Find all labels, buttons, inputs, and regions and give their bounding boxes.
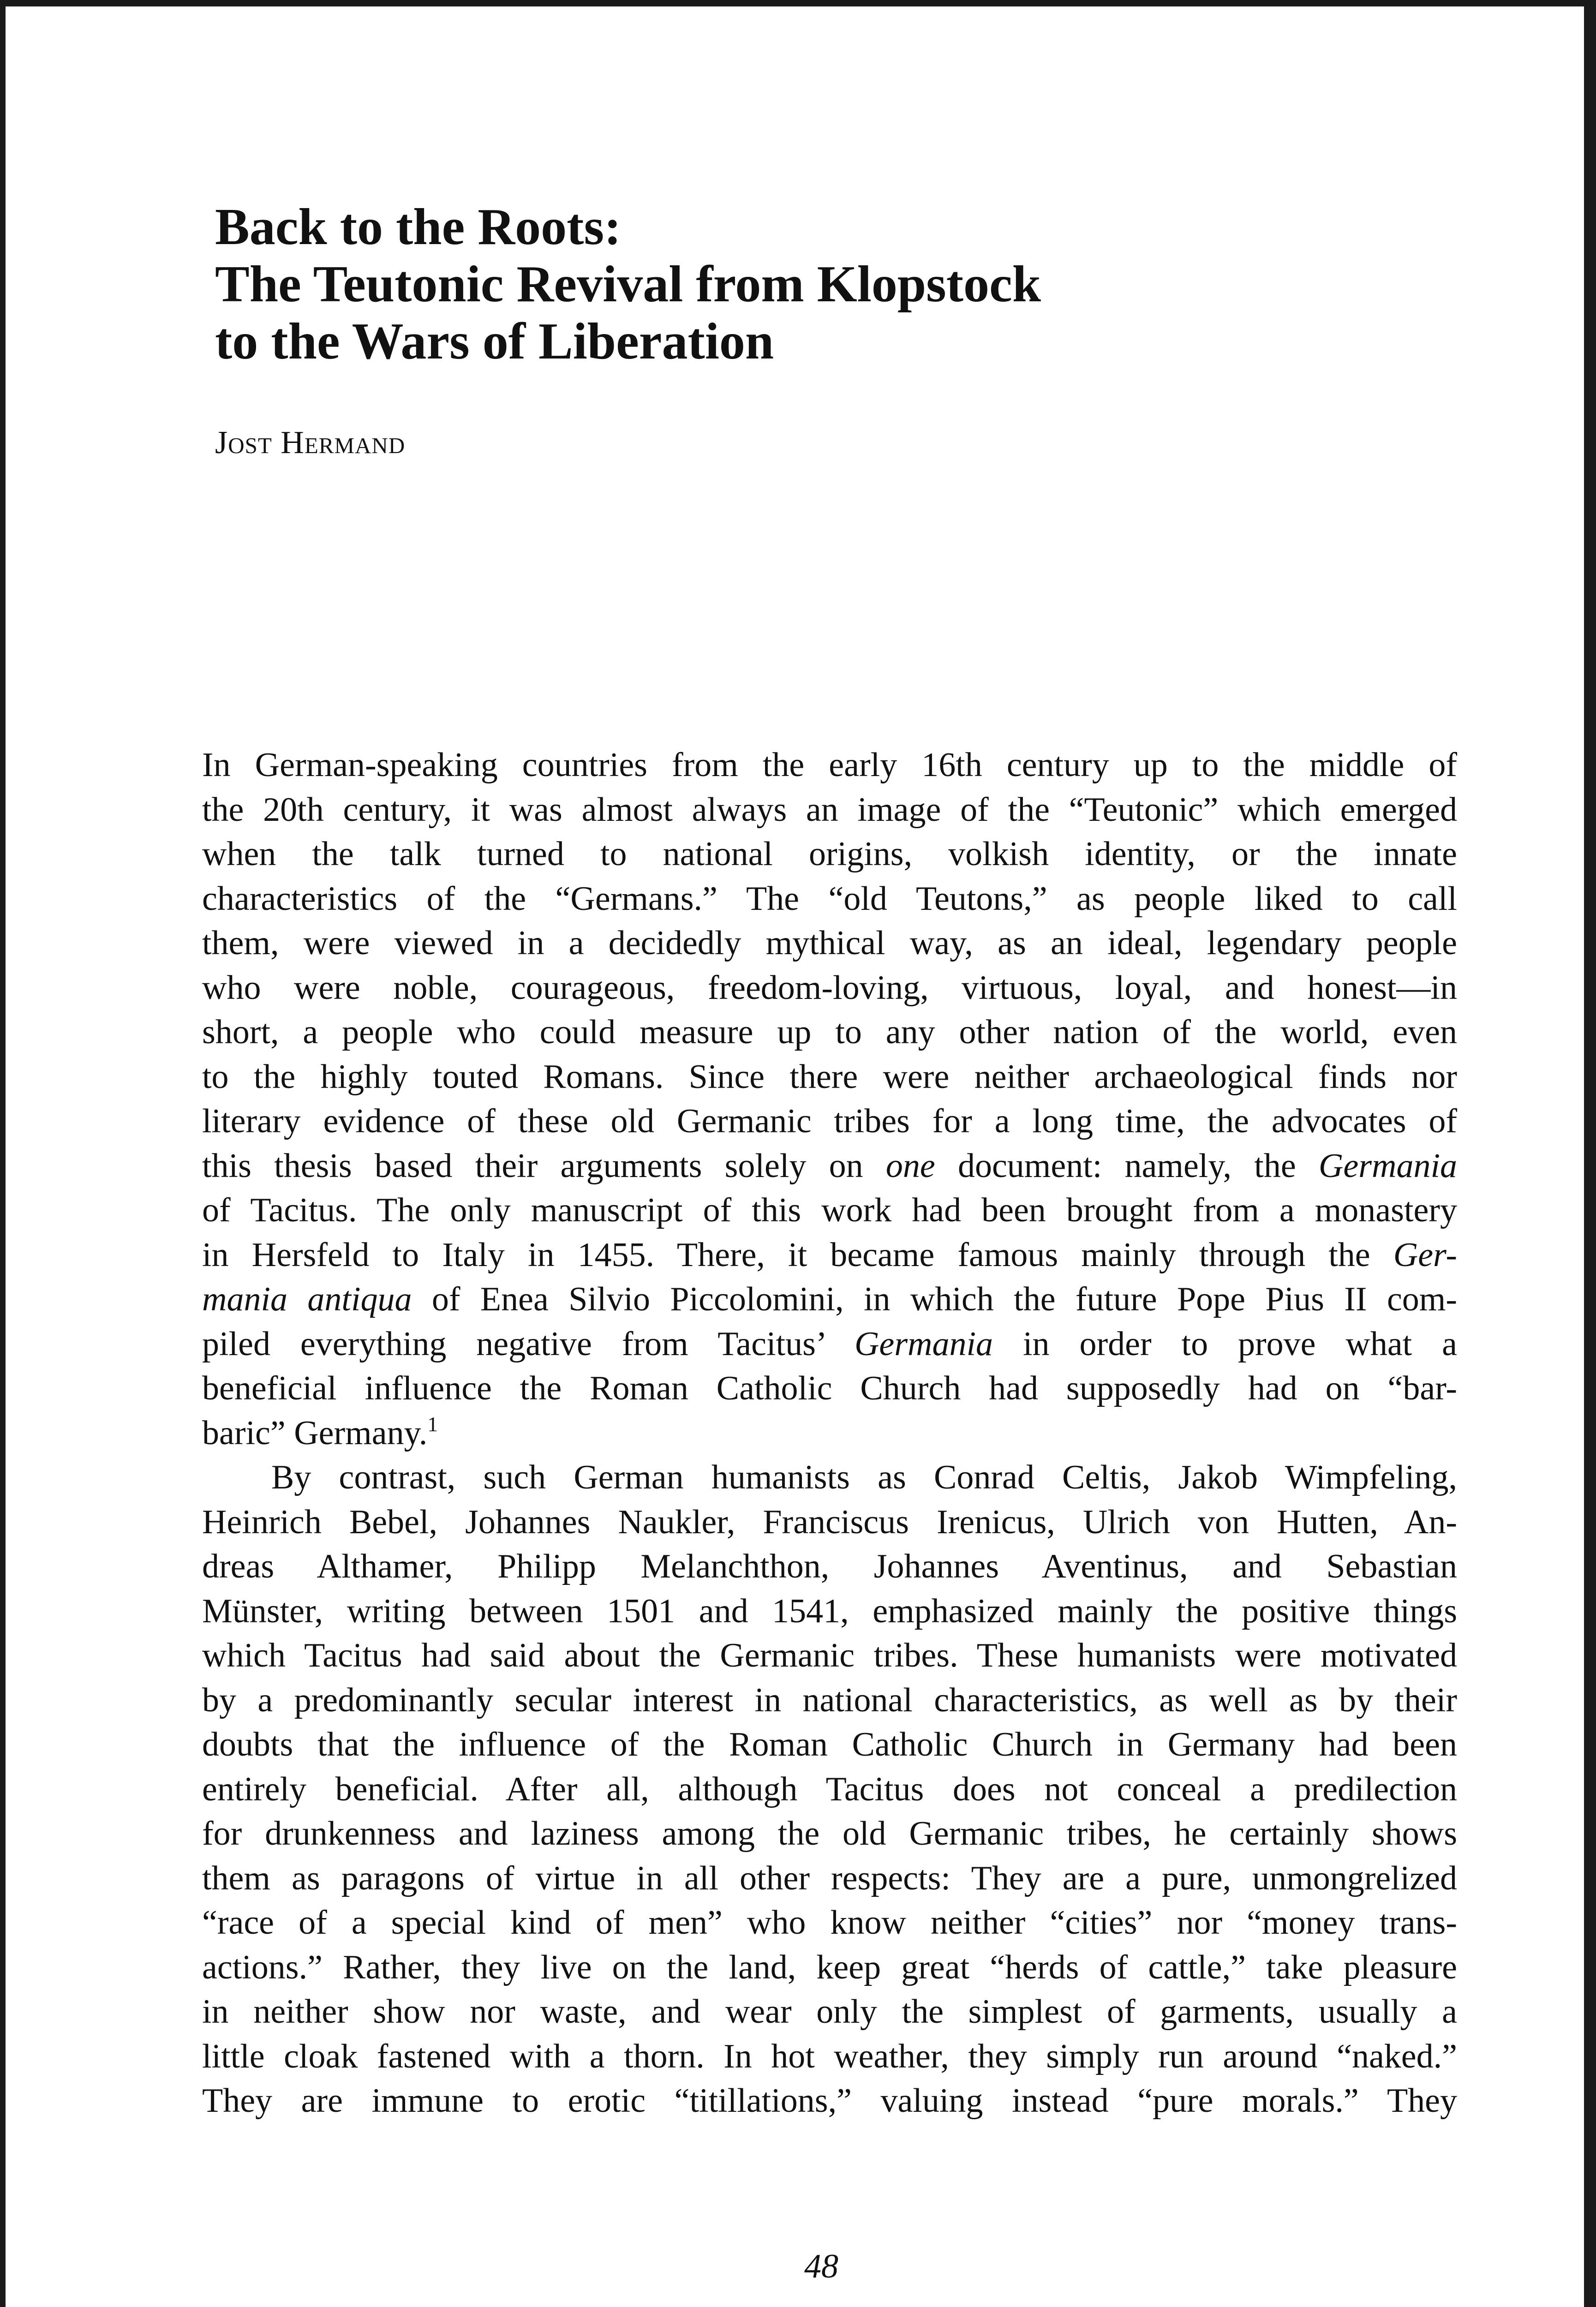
text-line: dreas Althamer, Philipp Melanchthon, Johannes Aventinus, and Sebastian (202, 1548, 1457, 1585)
text-line: little cloak fastened with a thorn. In hot weather, they simply run around “naked.” (202, 2037, 1457, 2075)
text-run: baric” Germany. (202, 1414, 428, 1452)
italic-run: Ger- (1393, 1236, 1457, 1274)
text-line: of Tacitus. The only manuscript of this work had been brought from a monastery (202, 1191, 1457, 1229)
text-line: when the talk turned to national origins, volkish identity, or the innate (202, 835, 1457, 873)
text-line: In German-speaking countries from the early 16th century up to the middle of (202, 746, 1457, 784)
text-line: doubts that the influence of the Roman Catholic Church in Germany had been (202, 1726, 1457, 1763)
text-line: them as paragons of virtue in all other respects: They are a pure, unmongrelized (202, 1859, 1457, 1897)
text-line: actions.” Rather, they live on the land, keep great “herds of cattle,” take pleasure (202, 1948, 1457, 1986)
scan-border-top (0, 0, 1596, 6)
paragraph-1 (202, 743, 1457, 1455)
article-title (215, 198, 1415, 370)
text-line (202, 1322, 1457, 1367)
text-line (202, 1411, 1457, 1456)
text-line: in neither show nor waste, and wear only the simplest of garments, usually a (202, 1993, 1457, 2031)
scan-border-right (1584, 0, 1596, 2307)
text-run: in order to prove what a (993, 1325, 1457, 1363)
text-run: document: namely, the (935, 1147, 1319, 1185)
italic-run: mania antiqua (202, 1280, 412, 1318)
scan-border-left (0, 0, 6, 2307)
text-line: “race of a special kind of men” who know neither “cities” nor “money trans- (202, 1904, 1457, 1942)
text-line (202, 1144, 1457, 1189)
title-line: Back to the Roots: (215, 198, 622, 256)
article-body (202, 743, 1457, 2123)
footnote-marker[interactable]: 1 (427, 1412, 438, 1436)
text-line: beneficial influence the Roman Catholic Church had supposedly had on “bar- (202, 1369, 1457, 1407)
italic-run: Germania (1318, 1147, 1458, 1185)
text-line: them, were viewed in a decidedly mythical way, as an ideal, legendary people (202, 924, 1457, 962)
text-line: for drunkenness and laziness among the old Germanic tribes, he certainly shows (202, 1815, 1457, 1853)
author-name: Jost Hermand (215, 425, 406, 460)
text-line (202, 1233, 1457, 1278)
text-line (202, 1277, 1457, 1322)
text-line: the 20th century, it was almost always an image of the “Teutonic” which emerged (202, 790, 1457, 829)
text-line: characteristics of the “Germans.” The “old Teutons,” as people liked to call (202, 879, 1457, 918)
page-number: 48 (804, 2247, 838, 2285)
title-line: The Teutonic Revival from Klopstock (215, 256, 1041, 313)
text-line: to the highly touted Romans. Since there were neither archaeological finds nor (202, 1058, 1457, 1096)
text-line: by a predominantly secular interest in national characteristics, as well as by their (202, 1681, 1457, 1719)
text-line: They are immune to erotic “titillations,” valuing instead “pure morals.” They (202, 2082, 1457, 2120)
italic-run: one (885, 1147, 935, 1185)
text-line: who were noble, courageous, freedom-loving, virtuous, loyal, and honest—in (202, 968, 1457, 1007)
text-run: piled everything negative from Tacitus’ (202, 1325, 855, 1363)
text-line: literary evidence of these old Germanic tribes for a long time, the advocates of (202, 1102, 1457, 1140)
text-line: short, a people who could measure up to any other nation of the world, even (202, 1013, 1457, 1051)
text-line: Münster, writing between 1501 and 1541, emphasized mainly the positive things (202, 1592, 1457, 1630)
text-line: Heinrich Bebel, Johannes Naukler, Franciscus Irenicus, Ulrich von Hutten, An- (202, 1503, 1457, 1541)
text-run: in Hersfeld to Italy in 1455. There, it became famous mainly through the (202, 1236, 1393, 1274)
italic-run: Germania (854, 1325, 993, 1363)
text-line: entirely beneficial. After all, although Tacitus does not conceal a predilection (202, 1770, 1457, 1808)
text-run: this thesis based their arguments solely on (202, 1147, 886, 1185)
text-line: which Tacitus had said about the Germanic tribes. These humanists were motivated (202, 1637, 1457, 1674)
title-line: to the Wars of Liberation (215, 313, 774, 370)
text-run: of Enea Silvio Piccolomini, in which the future Pope Pius II com- (412, 1280, 1457, 1318)
paragraph-2 (202, 1455, 1457, 2123)
text-line: By contrast, such German humanists as Conrad Celtis, Jakob Wimpfeling, (271, 1458, 1457, 1496)
